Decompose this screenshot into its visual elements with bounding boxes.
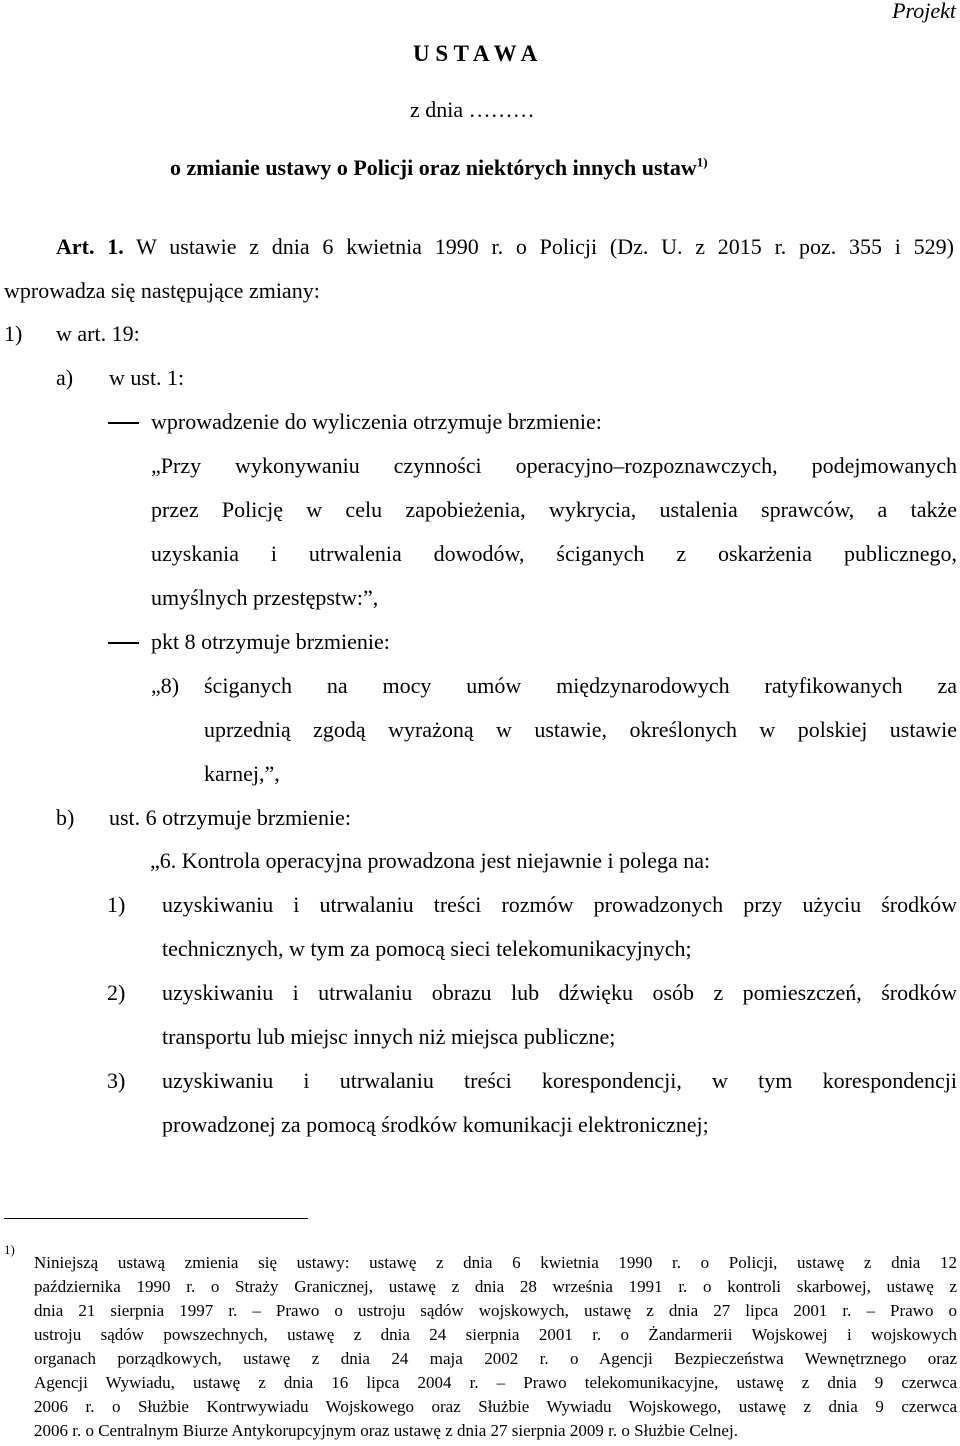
footnote-reference: 1): [696, 154, 708, 170]
act-title: U S T A W A: [413, 41, 538, 66]
art1-line2: wprowadza się następujące zmiany:: [4, 278, 320, 303]
footnote-separator: [4, 1218, 308, 1219]
dash1-text: wprowadzenie do wyliczenia otrzymuje brzmienie:: [151, 409, 602, 434]
art1-line1-text: W ustawie z dnia 6 kwietnia 1990 r. o Policji (Dz. U. z 2015 r. poz. 355 i 529): [136, 234, 954, 259]
point1-number: 1): [4, 321, 23, 346]
point1-text: w art. 19:: [56, 321, 140, 346]
footnote-line: 2006 r. o Centralnym Biurze Antykorupcyjnym oraz ustawę z dnia 27 sierpnia 2009 r. o Służbie Celnej.: [34, 1421, 738, 1440]
footnote-line: dnia 21 sierpnia 1997 r. – Prawo o ustroju sądów wojskowych, ustawę z dnia 27 lipca 2001 r. – Prawo o: [34, 1301, 957, 1320]
dash2-text: pkt 8 otrzymuje brzmienie:: [151, 629, 390, 654]
dash1-quote-line: „Przy wykonywaniu czynności operacyjno–rozpoznawczych, podejmowanych: [151, 453, 957, 478]
footnote-mark: 1): [4, 1242, 15, 1257]
lit-b-item-line: uzyskiwaniu i utrwalaniu treści korespondencji, w tym korespondencji: [162, 1068, 957, 1093]
dash1-quote-line: umyślnych przestępstw:”,: [151, 585, 379, 610]
art1-line1: [56, 233, 954, 261]
dash1-quote-line: uzyskania i utrwalenia dowodów, ściganych z oskarżenia publicznego,: [151, 541, 957, 566]
act-date: z dnia ………: [410, 97, 535, 122]
dash2-item-line: ściganych na mocy umów międzynarodowych ratyfikowanych za: [204, 673, 957, 698]
dash2-item-line: karnej,”,: [204, 761, 280, 786]
lit-b-item-line: prowadzonej za pomocą środków komunikacji elektronicznej;: [162, 1112, 709, 1137]
lit-b-item-number: 3): [107, 1068, 126, 1093]
dash-marker: [108, 422, 139, 424]
lit-b-number: b): [56, 805, 75, 830]
lit-b-item-number: 1): [107, 892, 126, 917]
lit-b-item-line: technicznych, w tym za pomocą sieci telekomunikacyjnych;: [162, 936, 692, 961]
lit-b-item-line: uzyskiwaniu i utrwalaniu obrazu lub dźwięku osób z pomieszczeń, środków: [162, 980, 957, 1005]
lit-a-text: w ust. 1:: [109, 365, 185, 390]
lit-b-item-number: 2): [107, 980, 126, 1005]
footnote-line: Niniejszą ustawą zmienia się ustawy: ustawę z dnia 6 kwietnia 1990 r. o Policji, ustawę z dnia 12: [34, 1253, 957, 1272]
act-subject: [170, 154, 708, 182]
lit-b-quote-intro: „6. Kontrola operacyjna prowadzona jest niejawnie i polega na:: [150, 848, 711, 873]
act-subject-text: o zmianie ustawy o Policji oraz niektórych innych ustaw: [170, 155, 697, 180]
art1-label: Art. 1.: [56, 234, 124, 259]
lit-b-item-line: transportu lub miejsc innych niż miejsca publiczne;: [162, 1024, 616, 1049]
lit-a-number: a): [56, 365, 74, 390]
dash2-item-number: „8): [151, 673, 180, 698]
footnote-line: 2006 r. o Służbie Kontrwywiadu Wojskowego oraz Służbie Wywiadu Wojskowego, ustawę z dnia 9 czerwca: [34, 1397, 957, 1416]
dash1-quote-line: przez Policję w celu zapobieżenia, wykrycia, ustalenia sprawców, a także: [151, 497, 957, 522]
footnote-line: października 1990 r. o Straży Granicznej, ustawę z dnia 28 września 1991 r. o kontroli skarbowej, ustawę z: [34, 1277, 957, 1296]
footnote-line: organach porządkowych, ustawę z dnia 24 maja 2002 r. o Agencji Bezpieczeństwa Wewnętrznego oraz: [34, 1349, 957, 1368]
lit-b-item-line: uzyskiwaniu i utrwalaniu treści rozmów prowadzonych przy użyciu środków: [162, 892, 957, 917]
dash-marker: [108, 642, 139, 644]
footnote-line: Agencji Wywiadu, ustawę z dnia 16 lipca 2004 r. – Prawo telekomunikacyjne, ustawę z dnia 9 czerwca: [34, 1373, 957, 1392]
dash2-item-line: uprzednią zgodą wyrażoną w ustawie, określonych w polskiej ustawie: [204, 717, 957, 742]
lit-b-text: ust. 6 otrzymuje brzmienie:: [109, 805, 351, 830]
footnote-line: ustroju sądów powszechnych, ustawę z dnia 24 sierpnia 2001 r. o Żandarmerii Wojskowej i wojskowych: [34, 1325, 957, 1344]
projekt-label: Projekt: [892, 0, 956, 23]
